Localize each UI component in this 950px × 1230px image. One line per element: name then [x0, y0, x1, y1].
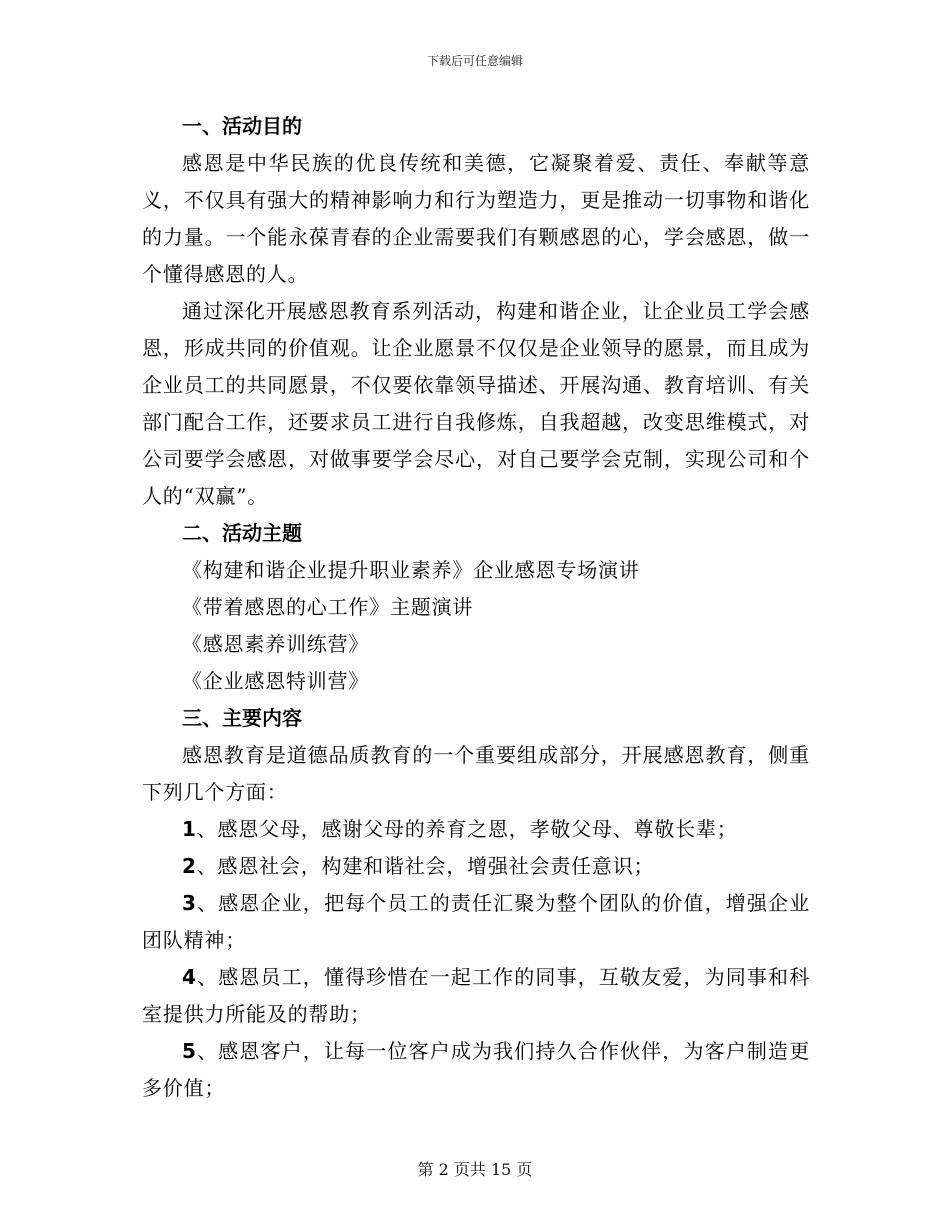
list-item-text: 、感恩企业，把每个员工的责任汇聚为整个团队的价值，增强企业团队精神； — [142, 891, 810, 952]
section-content — [142, 700, 810, 1107]
theme-item: 《带着感恩的心工作》主题演讲 — [182, 595, 474, 619]
list-item-number: 5 — [182, 1039, 197, 1063]
list-item — [142, 811, 810, 848]
section-theme — [142, 515, 810, 700]
theme-item: 《感恩素养训练营》 — [182, 632, 370, 656]
paragraph: 感恩教育是道德品质教育的一个重要组成部分，开展感恩教育，侧重下列几个方面： — [142, 743, 810, 804]
paragraph: 感恩是中华民族的优良传统和美德，它凝聚着爱、责任、奉献等意义，不仅具有强大的精神影响力和行为塑造力，更是推动一切事物和谐化的力量。一个能永葆青春的企业需要我们有颗感恩的心，学会感恩，做一个懂得感恩的人。 — [142, 151, 810, 286]
theme-item: 《企业感恩特训营》 — [182, 669, 370, 693]
list-item-text: 、感恩客户，让每一位客户成为我们持久合作伙伴，为客户制造更多价值； — [142, 1039, 810, 1100]
list-item-number: 4 — [182, 965, 197, 989]
page-number: 第 2 页共 15 页 — [417, 1160, 533, 1179]
list-item — [142, 848, 810, 885]
list-item-number: 2 — [182, 854, 197, 878]
section-heading: 三、主要内容 — [182, 706, 302, 730]
list-item-text: 、感恩父母，感谢父母的养育之恩，孝敬父母、尊敬长辈； — [196, 817, 738, 841]
paragraph: 通过深化开展感恩教育系列活动，构建和谐企业，让企业员工学会感恩，形成共同的价值观。让企业愿景不仅仅是企业领导的愿景，而且成为企业员工的共同愿景，不仅要依靠领导描述、开展沟通、教育培训、有关部门配合工作，还要求员工进行自我修炼，自我超越，改变思维模式，对公司要学会感恩，对做事要学会尽心，对自己要学会克制，实现公司和个人的“双赢”。 — [142, 299, 810, 508]
list-item-number: 1 — [182, 817, 197, 841]
list-item — [142, 959, 810, 1033]
list-item-text: 、感恩员工，懂得珍惜在一起工作的同事，互敬友爱，为同事和科室提供力所能及的帮助； — [142, 965, 810, 1026]
list-item-number: 3 — [182, 891, 197, 915]
list-item — [142, 1033, 810, 1107]
section-purpose — [142, 108, 810, 515]
document-body — [142, 108, 810, 1107]
list-item — [142, 885, 810, 959]
list-item-text: 、感恩社会，构建和谐社会，增强社会责任意识； — [196, 854, 655, 878]
page-header: 下载后可任意编辑 — [426, 54, 523, 68]
section-heading: 一、活动目的 — [182, 114, 302, 138]
theme-item: 《构建和谐企业提升职业素养》企业感恩专场演讲 — [182, 558, 640, 582]
section-heading: 二、活动主题 — [182, 521, 302, 545]
